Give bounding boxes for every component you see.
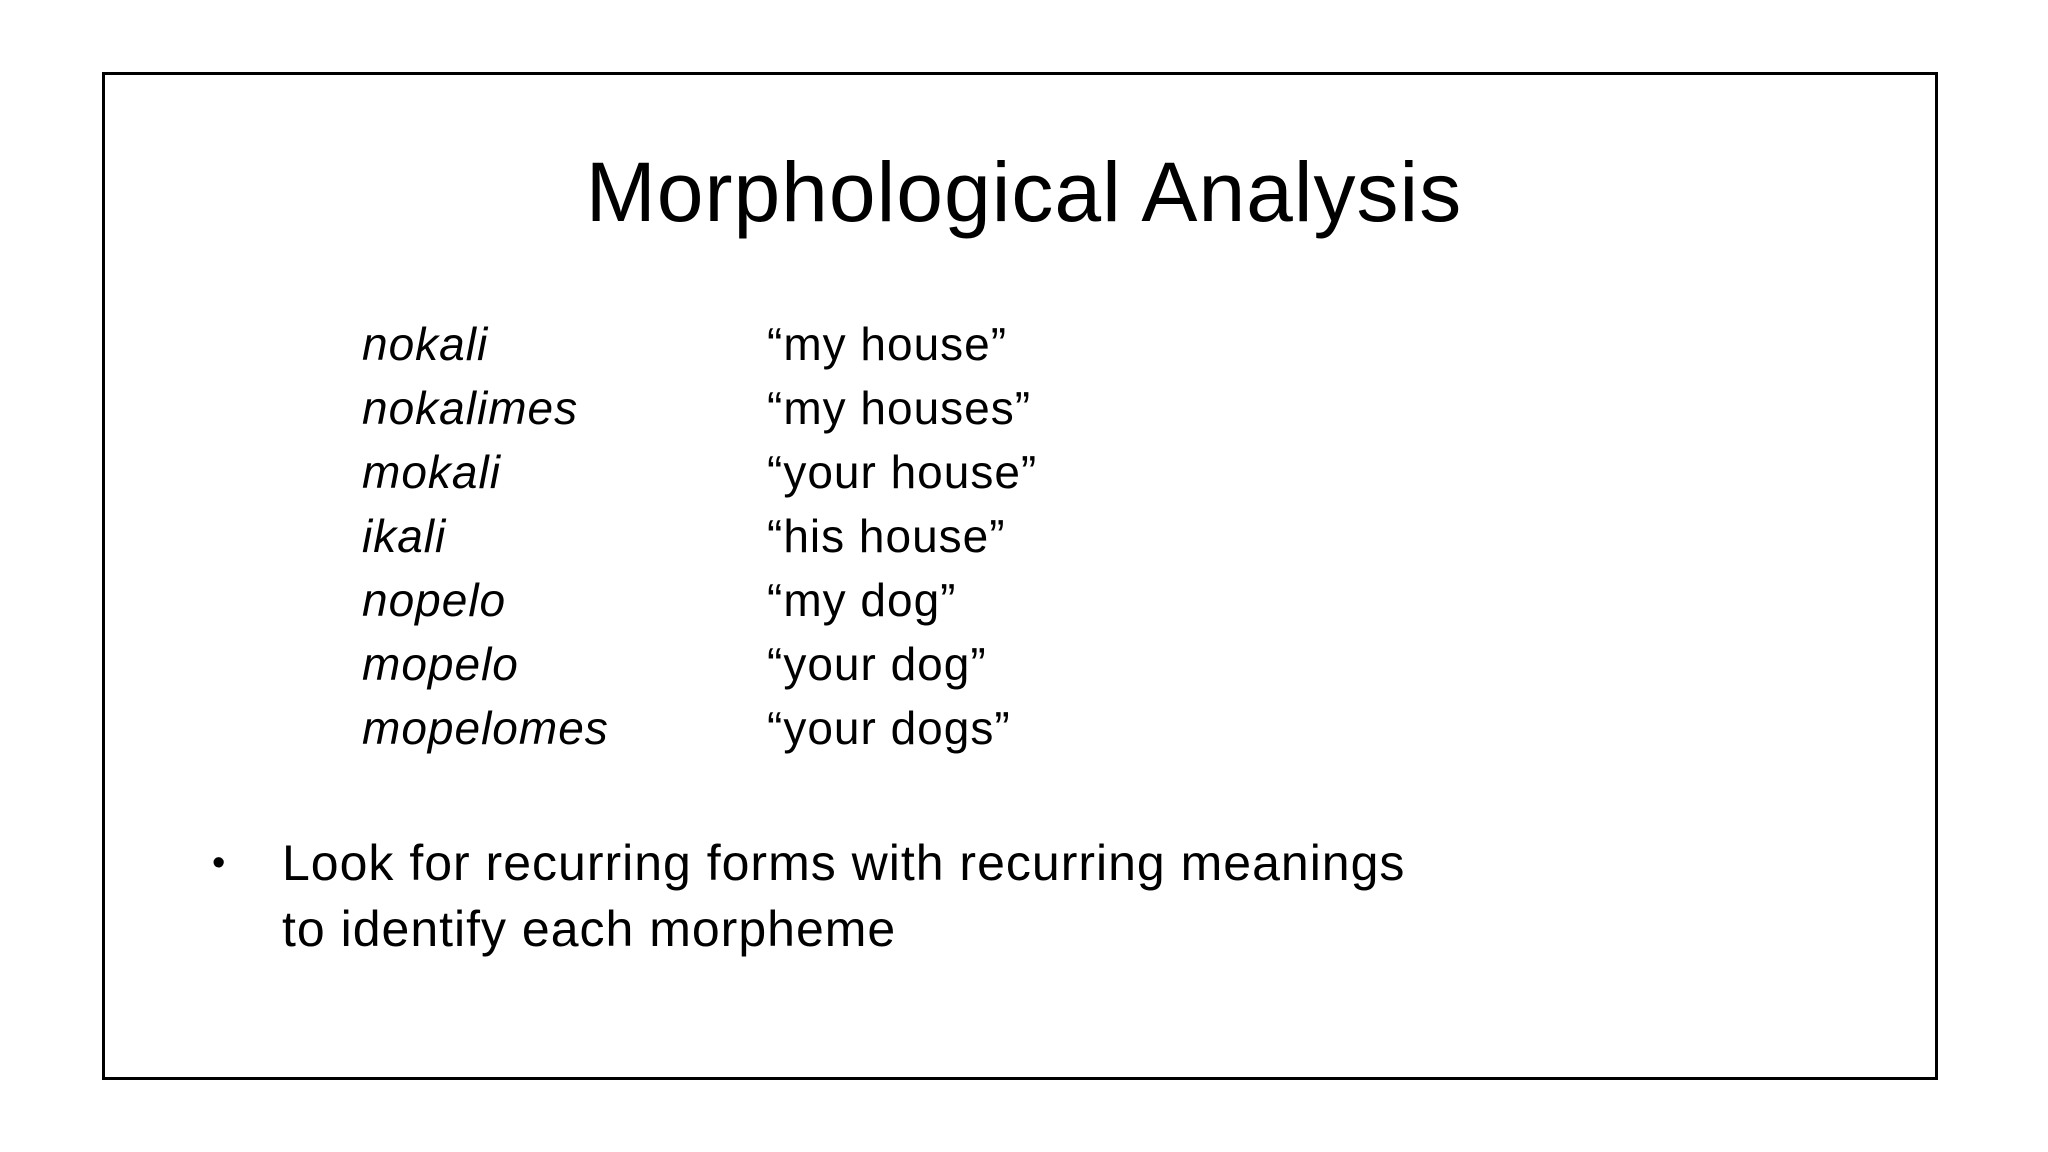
word-form: mopelomes bbox=[362, 702, 609, 754]
bullet-icon: • bbox=[212, 842, 227, 884]
slide-title: Morphological Analysis bbox=[585, 145, 1463, 239]
word-gloss: “my dog” bbox=[767, 574, 957, 626]
word-form: ikali bbox=[362, 510, 447, 562]
word-gloss: “your dog” bbox=[767, 638, 987, 690]
word-row bbox=[362, 376, 1262, 440]
bullet-point bbox=[212, 830, 1912, 962]
word-row bbox=[362, 568, 1262, 632]
word-row bbox=[362, 696, 1262, 760]
word-row bbox=[362, 440, 1262, 504]
word-form: nokali bbox=[362, 318, 489, 370]
word-gloss: “your dogs” bbox=[767, 702, 1011, 754]
word-form: mokali bbox=[362, 446, 501, 498]
word-form: mopelo bbox=[362, 638, 519, 690]
word-gloss: “your house” bbox=[767, 446, 1038, 498]
word-row bbox=[362, 312, 1262, 376]
word-gloss: “his house” bbox=[767, 510, 1006, 562]
word-form: nokalimes bbox=[362, 382, 579, 434]
word-row bbox=[362, 504, 1262, 568]
bullet-text: Look for recurring forms with recurring meanings to identify each morpheme bbox=[282, 835, 1406, 957]
word-gloss: “my house” bbox=[767, 318, 1008, 370]
word-row bbox=[362, 632, 1262, 696]
word-form: nopelo bbox=[362, 574, 507, 626]
word-gloss: “my houses” bbox=[767, 382, 1032, 434]
word-gloss-table bbox=[362, 312, 1262, 760]
